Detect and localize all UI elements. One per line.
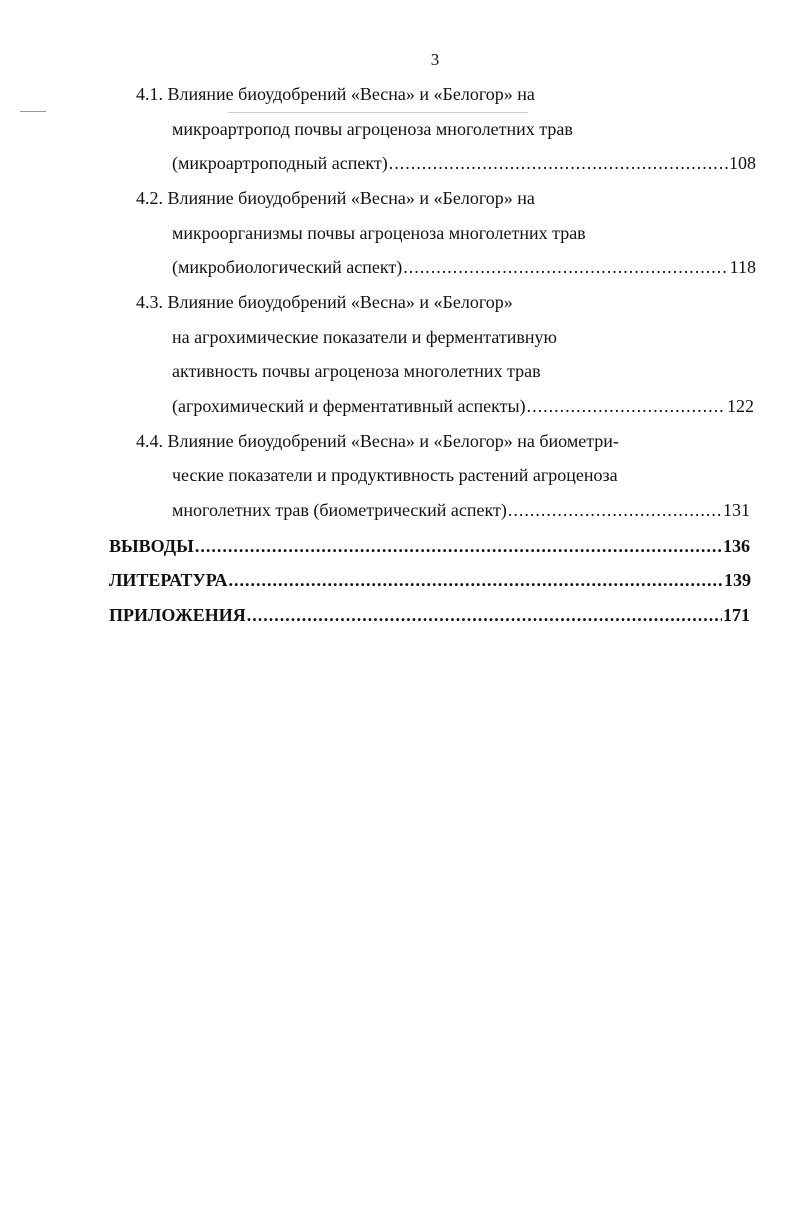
leader-dots <box>228 569 723 591</box>
toc-entry-literature-page: 139 <box>724 570 751 590</box>
toc-entry-conclusions-title: ВЫВОДЫ <box>109 536 194 556</box>
toc-entry-appendices-page: 171 <box>723 605 750 625</box>
toc-entry-4-2-page: 118 <box>729 257 756 277</box>
toc-entry-4-4-page: 131 <box>723 500 750 520</box>
toc-entry-4-3-line-2: на агрохимические показатели и ферментативную <box>172 327 557 347</box>
toc-entry-conclusions <box>109 535 750 557</box>
toc-entry-4-3-line-1: 4.3. Влияние биоудобрений «Весна» и «Белогор» <box>136 292 513 312</box>
leader-dots <box>508 499 722 521</box>
toc-entry-4-4-line-3 <box>172 499 750 521</box>
leader-dots <box>403 256 728 278</box>
toc-entry-4-2-line-3 <box>172 256 756 278</box>
toc-entry-4-1-text: (микроартроподный аспект) <box>172 153 388 173</box>
toc-entry-4-4-text: многолетних трав (биометрический аспект) <box>172 500 507 520</box>
toc-entry-appendices-title: ПРИЛОЖЕНИЯ <box>109 605 246 625</box>
toc-entry-4-3-line-3: активность почвы агроценоза многолетних трав <box>172 361 541 381</box>
toc-entry-4-4-line-1: 4.4. Влияние биоудобрений «Весна» и «Белогор» на биометри- <box>136 431 619 451</box>
toc-entry-conclusions-page: 136 <box>723 536 750 556</box>
toc-entry-4-1-line-2: микроартропод почвы агроценоза многолетних трав <box>172 119 573 139</box>
leader-dots <box>247 604 722 626</box>
scan-artifact-left <box>20 111 46 112</box>
toc-entry-4-2-line-1: 4.2. Влияние биоудобрений «Весна» и «Белогор» на <box>136 188 535 208</box>
toc-entry-literature <box>109 569 751 591</box>
toc-entry-4-2-line-2: микроорганизмы почвы агроценоза многолетних трав <box>172 223 586 243</box>
scan-artifact-underline <box>228 112 528 113</box>
toc-entry-appendices <box>109 604 750 626</box>
toc-entry-4-1-page: 108 <box>729 153 756 173</box>
toc-entry-4-3-text: (агрохимический и ферментативный аспекты) <box>172 396 526 416</box>
toc-entry-4-4-line-2: ческие показатели и продуктивность растений агроценоза <box>172 465 618 485</box>
toc-entry-4-2-text: (микробиологический аспект) <box>172 257 403 277</box>
toc-entry-4-3-line-4 <box>172 395 754 417</box>
leader-dots <box>527 395 726 417</box>
toc-entry-4-1-line-3 <box>172 152 756 174</box>
toc-entry-4-1-line-1: 4.1. Влияние биоудобрений «Весна» и «Белогор» на <box>136 84 535 104</box>
leader-dots <box>195 535 722 557</box>
toc-entry-4-3-page: 122 <box>727 396 754 416</box>
page-number: 3 <box>430 50 440 69</box>
toc-entry-literature-title: ЛИТЕРАТУРА <box>109 570 228 590</box>
leader-dots <box>389 152 728 174</box>
